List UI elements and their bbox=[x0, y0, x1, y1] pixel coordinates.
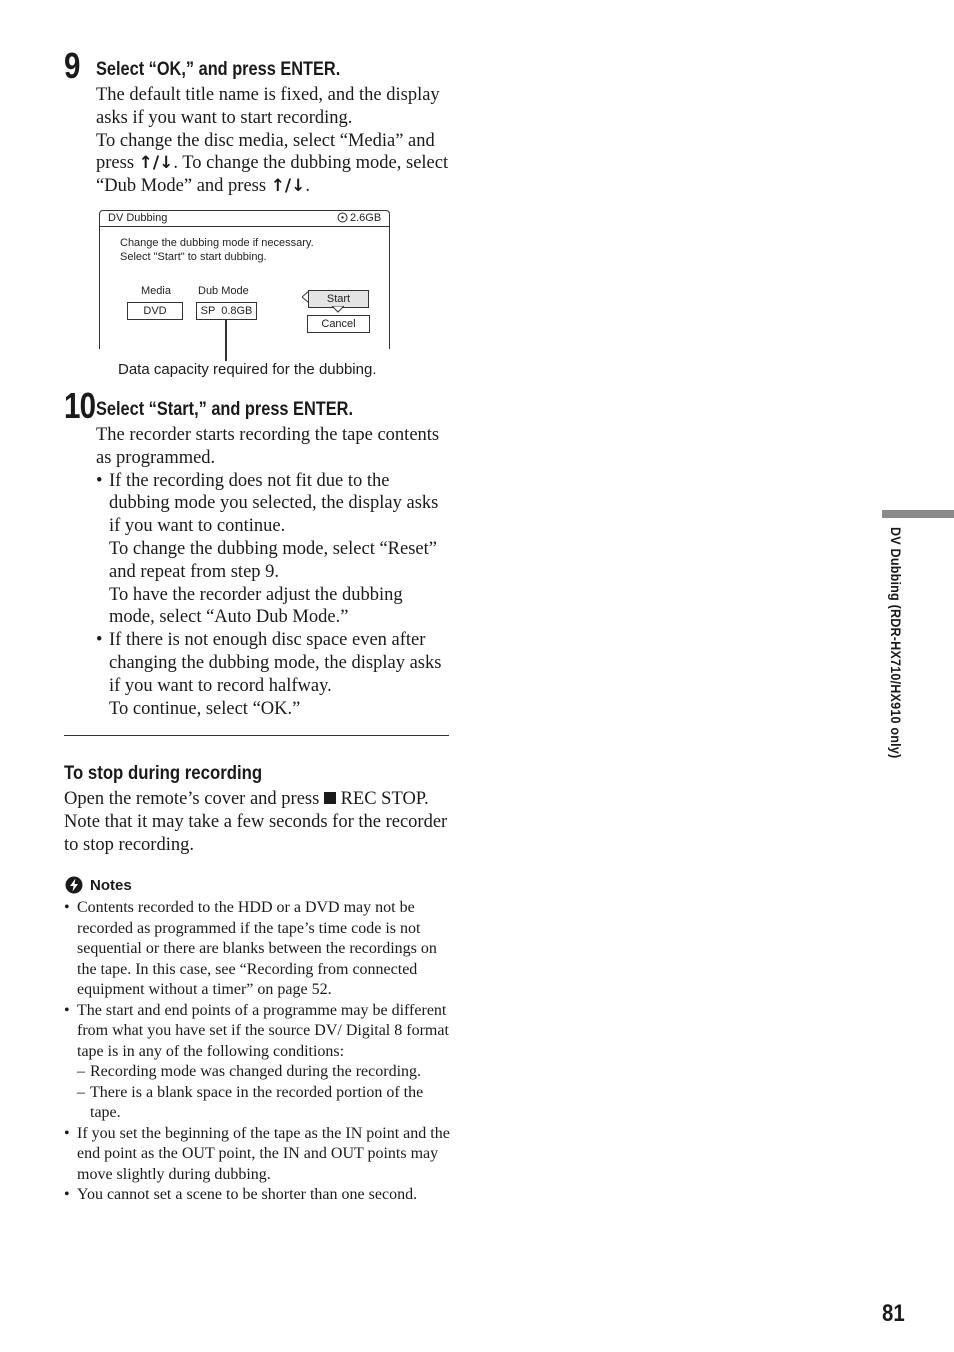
cancel-label: Cancel bbox=[321, 318, 356, 330]
stop-square-icon bbox=[324, 792, 336, 804]
dub-mode-value: SP 0.8GB bbox=[200, 305, 253, 317]
screen-instruction-1: Change the dubbing mode if necessary. bbox=[120, 237, 314, 249]
stop-heading: To stop during recording bbox=[64, 762, 263, 784]
step-9-number: 9 bbox=[64, 45, 80, 86]
step-9-title: Select “OK,” and press ENTER. bbox=[96, 59, 341, 80]
step-10-bullet-2: • If there is not enough disc space even after changing the dubbing mode, the display asks if you want to record halfway. To continue, select “OK.” bbox=[96, 630, 442, 719]
note-3: • If you set the beginning of the tape as the IN point and the end point as the OUT point, the IN and OUT points may move slightly during dubbing. bbox=[64, 1124, 450, 1183]
media-value: DVD bbox=[143, 305, 167, 317]
screen-caption: Data capacity required for the dubbing. bbox=[118, 361, 377, 378]
step-10-bullet-1: • If the recording does not fit due to the dubbing mode you selected, the display asks if you want to continue. To change the dubbing mode, select “Reset” and repeat from step 9. To have the recorder adjust the dubbing mode, select “Auto Dub Mode.” bbox=[96, 470, 439, 628]
step-10-paragraph: The recorder starts recording the tape contents as programmed. bbox=[96, 425, 440, 468]
step-9-paragraph-2: To change the disc media, select “Media” and press ↑/↓. To change the dubbing mode, select “Dub Mode” and press ↑/↓. bbox=[96, 130, 449, 197]
cancel-button[interactable] bbox=[307, 315, 370, 333]
notes-icon bbox=[65, 876, 83, 894]
disc-icon bbox=[337, 212, 347, 222]
note-2-condition-1: – Recording mode was changed during the recording. bbox=[77, 1063, 422, 1080]
note-1: • Contents recorded to the HDD or a DVD may not be recorded as programmed if the tape’s time code is not sequential or there are blanks between the recordings on the tape. In this case, see “Recording from connected equipment without a timer” on page 52. bbox=[64, 899, 437, 998]
screen-title: DV Dubbing bbox=[108, 212, 168, 224]
callout-line bbox=[225, 319, 227, 361]
dub-mode-label: Dub Mode bbox=[198, 285, 249, 297]
note-2-condition-2: – There is a blank space in the recorded portion of the tape. bbox=[77, 1083, 424, 1121]
media-label: Media bbox=[141, 285, 171, 297]
step-9-body bbox=[96, 84, 452, 198]
note-4: • You cannot set a scene to be shorter than one second. bbox=[64, 1186, 418, 1203]
step-10-number: 10 bbox=[64, 385, 96, 426]
stop-paragraph: Open the remote’s cover and press REC STOP. Note that it may take a few seconds for the recorder to stop recording. bbox=[64, 789, 448, 855]
note-2: • The start and end points of a programme may be different from what you have set if the source DV/ Digital 8 format tape is in any of the following conditions: bbox=[64, 1001, 449, 1060]
dv-dubbing-screen bbox=[99, 210, 390, 349]
up-down-arrow-icon: ↑/↓ bbox=[138, 153, 174, 174]
page-number: 81 bbox=[882, 1300, 905, 1327]
dub-mode-field[interactable] bbox=[196, 302, 257, 320]
cursor-down-arrow-icon bbox=[332, 306, 344, 313]
step-9-paragraph-1: The default title name is fixed, and the display asks if you want to start recording. bbox=[96, 85, 440, 128]
disc-capacity: 2.6GB bbox=[350, 212, 382, 224]
start-label: Start bbox=[326, 293, 351, 305]
up-down-arrow-icon: ↑/↓ bbox=[270, 176, 306, 197]
step-10-title: Select “Start,” and press ENTER. bbox=[96, 399, 353, 420]
media-field[interactable] bbox=[127, 302, 183, 320]
side-tab-bar bbox=[882, 510, 954, 518]
section-divider bbox=[64, 735, 449, 736]
notes-list bbox=[64, 898, 452, 1206]
side-tab-label: DV Dubbing (RDR-HX710/HX910 only) bbox=[888, 527, 904, 759]
screen-instruction-2: Select "Start" to start dubbing. bbox=[120, 251, 267, 263]
notes-heading: Notes bbox=[90, 877, 132, 894]
screen-title-bar bbox=[100, 211, 389, 227]
step-10-body bbox=[96, 424, 452, 720]
